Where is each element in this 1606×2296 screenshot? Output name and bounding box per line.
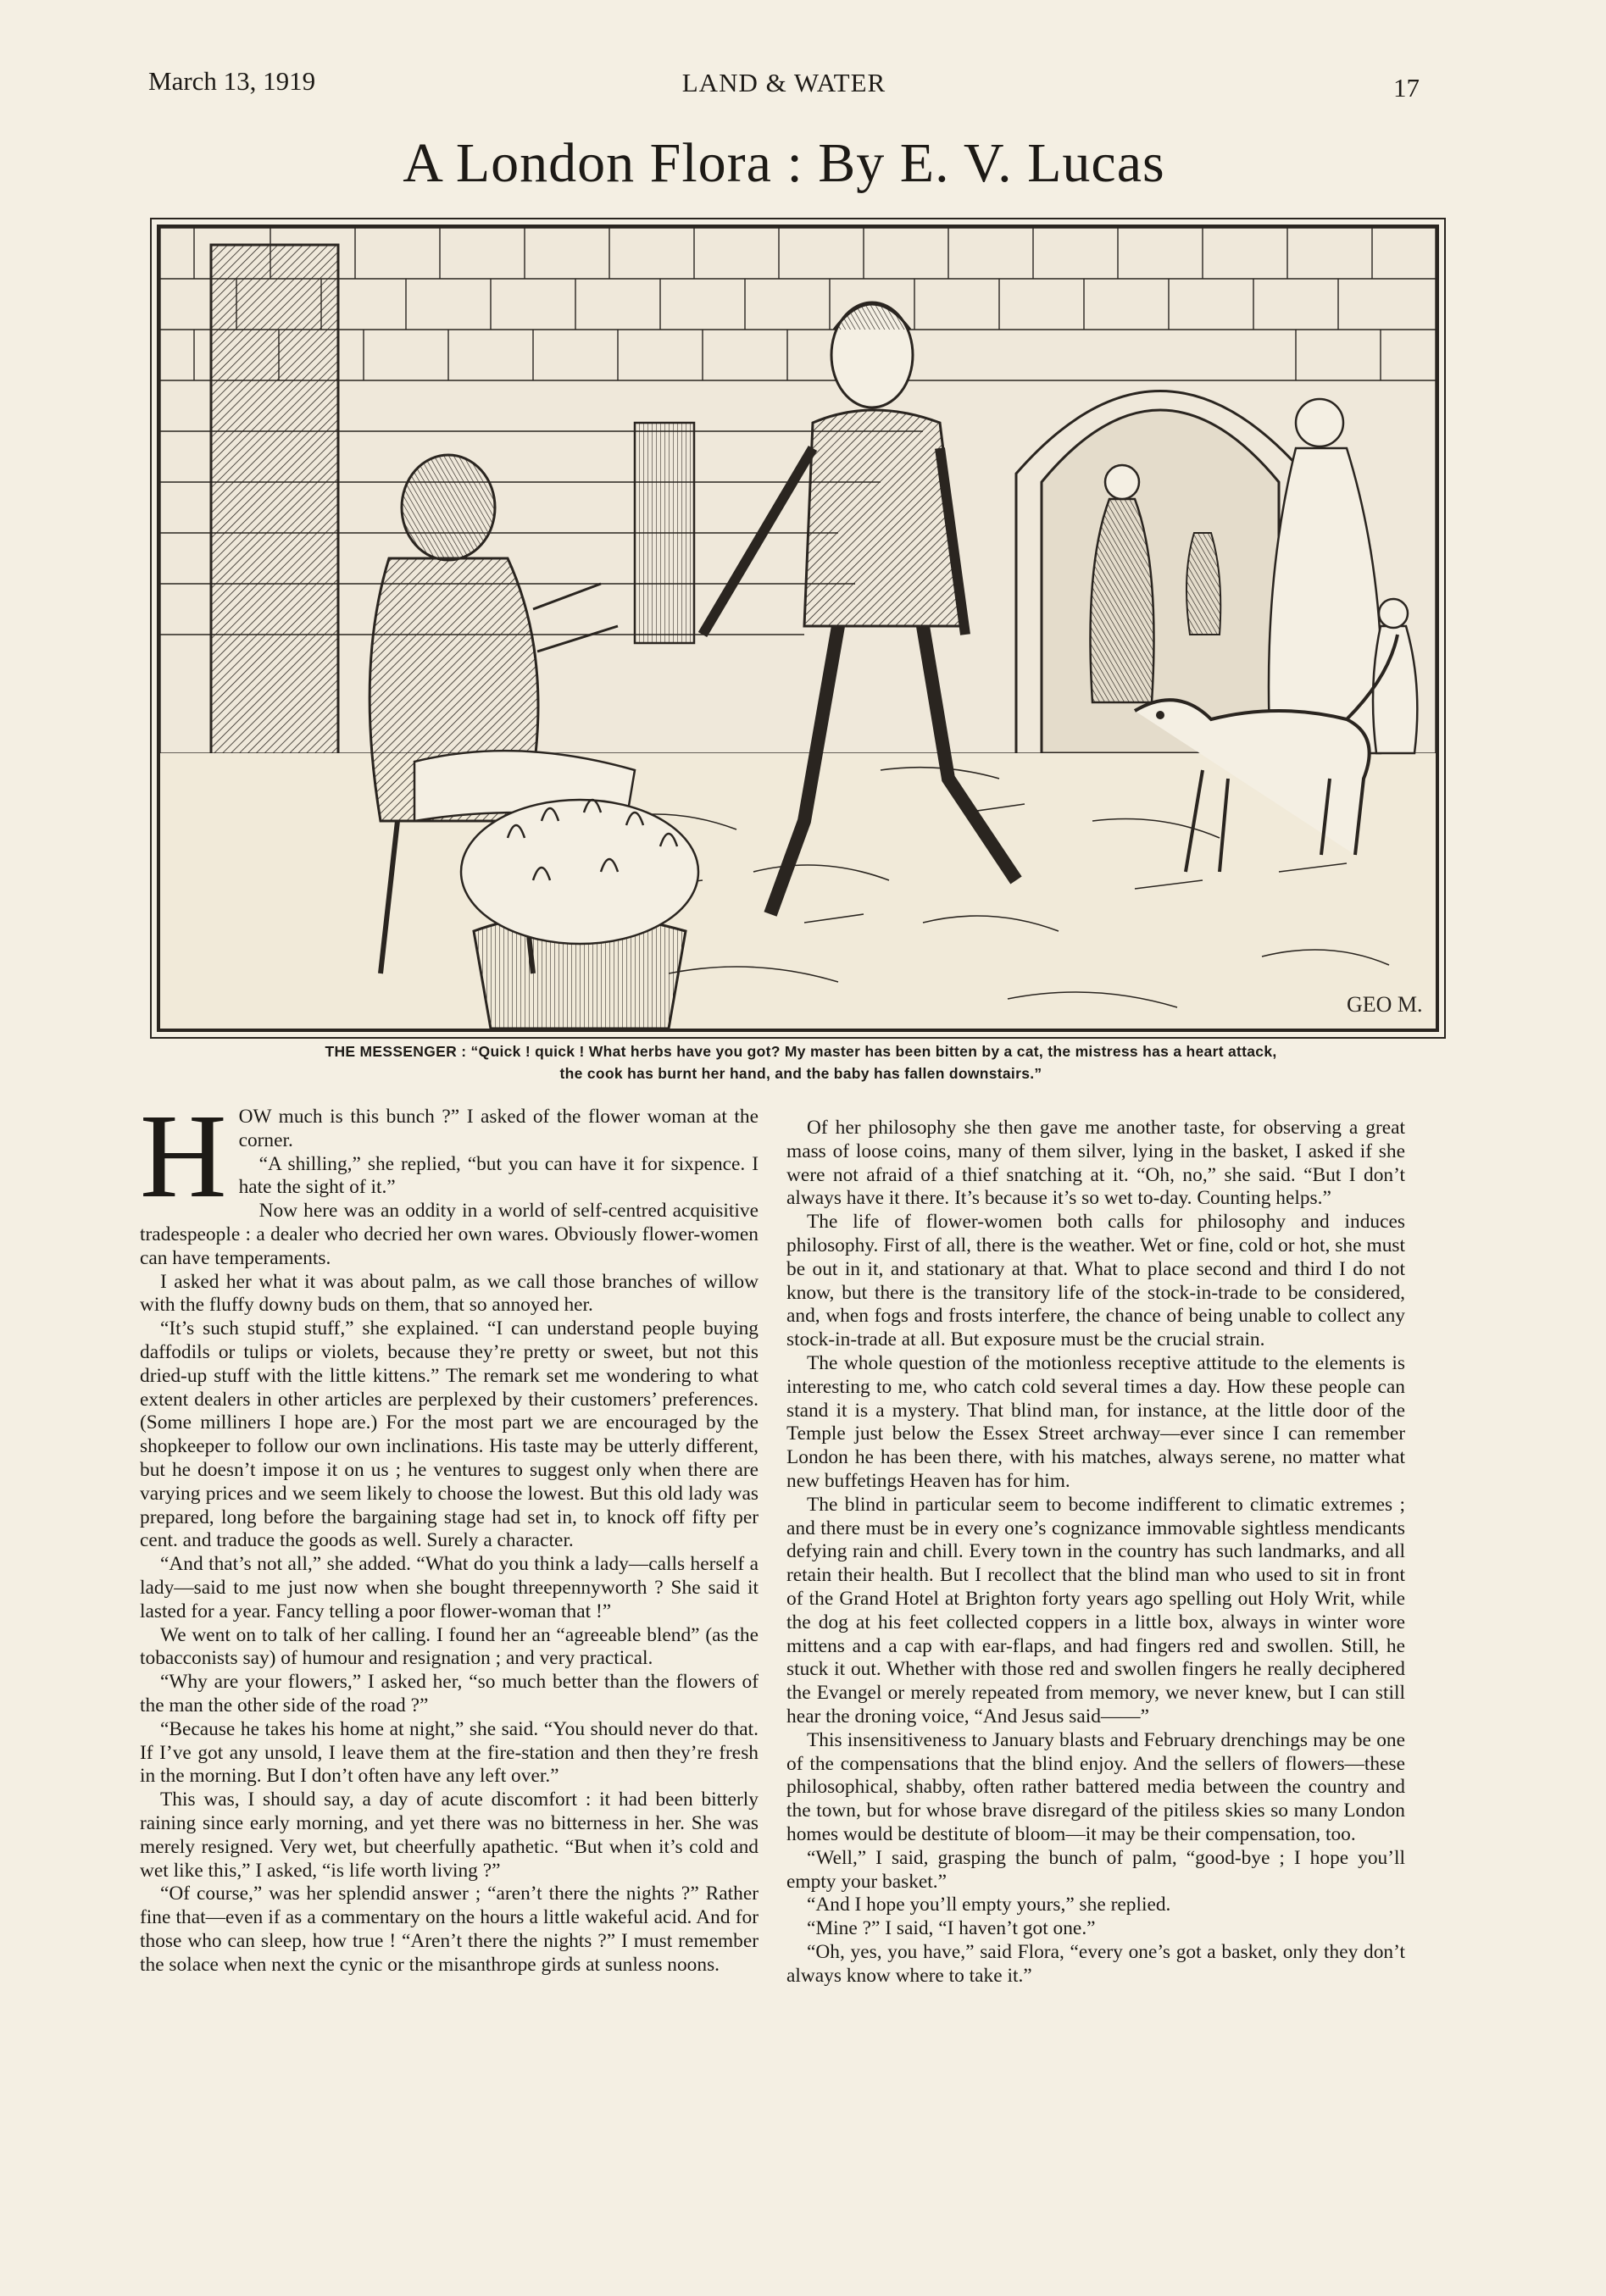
paragraph: “Well,” I said, grasping the bunch of palm, “good-bye ; I hope you’ll empty your basket.”: [786, 1846, 1405, 1893]
caption-line-2: the cook has burnt her hand, and the baby has fallen downstairs.”: [559, 1065, 1042, 1082]
drop-cap: H: [140, 1089, 227, 1223]
article-column-left: [140, 1089, 759, 1977]
paragraph: This insensitiveness to January blasts and February drenchings may be one of the compensations that the blind enjoy. And the sellers of flowers—these philosophical, shabby, often rather battered media between the country and the town, but for whose brave disregard of the pitiless skies so many London homes would be destitute of bloom—it may be their compensation, too.: [786, 1728, 1405, 1845]
paragraph: “Of course,” was her splendid answer ; “aren’t there the nights ?” Rather fine that—even if as a commentary on the hours a little wakeful acid. And for those who can sleep, how true ! “Aren’t there the nights ?” I must remember the solace when next the cynic or the misanthrope girds at sunless noons.: [140, 1883, 759, 1976]
article-column-right: [786, 1117, 1405, 1988]
paragraph: The life of flower-women both calls for philosophy and induces philosophy. First of all, there is the weather. Wet or fine, cold or hot, she must be out in it, and stationary at that. What to place second and third I do not know, but there is the transitory life of the stock-in-trade to be considered, and, when fogs and frosts interfere, the chance of being unable to collect any stock-in-trade at all. But exposure must be the crucial strain.: [786, 1211, 1405, 1351]
article-title: A London Flora : By E. V. Lucas: [403, 132, 1165, 194]
paragraph: “Mine ?” I said, “I haven’t got one.”: [807, 1917, 1096, 1940]
running-header: [148, 66, 1420, 117]
paragraph: “It’s such stupid stuff,” she explained. “I can understand people buying daffodils or tulips or violets, because they’re pretty or sweet, but not this dried-up stuff with the little kittens.” The remark set me wondering to what extent dealers in other articles are perplexed by their customers’ preferences. (Some milliners I hope are.) For the most part we are encouraged by the shopkeeper to follow our own inclinations. His taste may be utterly different, but he doesn’t impose it on us ; he ventures to suggest only when there are varying prices and we seem likely to choose the lowest. But this old lady was prepared, long before the bargaining stage had set in, to knock off fifty per cent. and traduce the goods as well. Surely a character.: [140, 1317, 759, 1552]
paragraph: “A shilling,” she replied, “but you can have it for sixpence. I hate the sight of it.”: [238, 1152, 759, 1199]
paragraph: “Oh, yes, you have,” said Flora, “every one’s got a basket, only they don’t always know where to take it.”: [786, 1940, 1405, 1987]
illustration-drawing: [160, 228, 1436, 1029]
paragraph: This was, I should say, a day of acute discomfort : it had been bitterly raining since early morning, and yet there was no bitterness in her. She was merely resigned. Very wet, but cheerfully apathetic. “But when it’s cold and wet like this,” I asked, “is life worth living ?”: [140, 1789, 759, 1882]
paragraph: “Why are your flowers,” I asked her, “so much better than the flowers of the man the other side of the road ?”: [140, 1671, 759, 1716]
caption-line-1: THE MESSENGER : “Quick ! quick ! What herbs have you got? My master has been bitten by a cat, the mistress has a heart attack,: [325, 1043, 1277, 1060]
paragraph: The blind in particular seem to become indifferent to climatic extremes ; and there must be in every one’s cognizance immovable sightless mendicants defying rain and chill. Every town in the country has such landmarks, and all retain their health. But I recollect that the blind man who used to sit in front of the Grand Hotel at Brighton forty years ago spelling out Holy Writ, while the dog at his feet collected coppers in a little box, always in winter wore mittens and a cap with ear-flaps, and had fingers red and swollen. Still, he stuck it out. Whether with those red and swollen fingers he really deciphered the Evangel or merely repeated from memory, we never knew, but I can still hear the droning voice, “And Jesus said——”: [786, 1493, 1405, 1728]
page-number: 17: [1393, 73, 1420, 103]
paragraph: I asked her what it was about palm, as we call those branches of willow with the fluffy downy buds on them, that so annoyed her.: [140, 1270, 759, 1317]
illustration-caption: [174, 1040, 1428, 1084]
paragraph: “Because he takes his home at night,” she said. “You should never do that. If I’ve got any unsold, I leave them at the fire-station and then they’re fresh in the morning. But I don’t often have any left over.”: [140, 1717, 759, 1788]
paragraph: Now here was an oddity in a world of self-centred acquisitive tradespeople : a dealer who decried her own wares. Obviously flower-women can have temperaments.: [140, 1200, 759, 1269]
paragraph: Of her philosophy she then gave me another taste, for observing a great mass of loose coins, many of them silver, lying in the basket, I asked if she were not afraid of a thief snatching at it. “Oh, no,” she said. “But I don’t always have it there. It’s because it’s so wet to-day. Counting helps.”: [786, 1117, 1405, 1210]
artist-signature: GEO M.: [1347, 992, 1423, 1017]
illustration: [157, 225, 1439, 1032]
paragraph: “And I hope you’ll empty yours,” she replied.: [807, 1894, 1171, 1916]
flower-basket: [461, 800, 698, 1029]
paragraph: “And that’s not all,” she added. “What do you think a lady—calls herself a lady—said to me just now when she bought threepennyworth ? She said it lasted for a year. Fancy telling a poor flower-woman that !”: [140, 1553, 759, 1622]
issue-date: March 13, 1919: [148, 66, 316, 96]
paragraph: The whole question of the motionless receptive attitude to the elements is interesting to me, who catch cold several times a day. How these people can stand it is a mystery. That blind man, for instance, at the little door of the Temple just below the Essex Street archway—ever since I can remember London he has been there, with his matches, always serene, no matter what new buffetings Heaven has for him.: [786, 1351, 1405, 1492]
paragraph: We went on to talk of her calling. I found her an “agreeable blend” (as the tobacconists say) of humour and resignation ; and very practical.: [140, 1623, 759, 1670]
paragraph: OW much is this bunch ?” I asked of the flower woman at the corner.: [238, 1106, 759, 1151]
publication-name: LAND & WATER: [681, 68, 886, 97]
